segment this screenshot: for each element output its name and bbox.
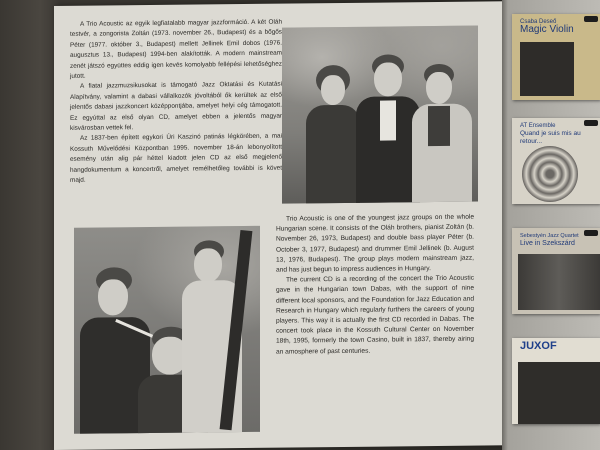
cd-cover: [512, 14, 600, 100]
cd-cover-title: Sebestyén Jazz Quartet Live in Szekszárd: [520, 233, 579, 247]
cd-cover-title: JUXOF: [520, 340, 557, 352]
cd-cover-title: Csaba Deseő Magic Violin: [520, 19, 574, 35]
band-photo-bottom: [74, 226, 260, 434]
booklet-page: [54, 1, 506, 450]
cd-catalog-strip: [502, 0, 600, 450]
cd-cover-title: AT Ensemble Quand je suis mis au retour...: [520, 123, 581, 145]
hungarian-paragraph: A fiatal jazzmuzsikusokat is támogató Jazz Oktatási és Kutatási Alapítvány, valamint a dabasi vállalkozók jóvoltából ők kerültek az első jelentős dabasi jazzkoncert középpontjába, amelyet helyi cég támogatott. Ez egyúttal az első olyan CD, amelyet ebben a jelentős magyar kisvárosban vettek fel.: [70, 81, 282, 132]
band-photo-top: [282, 26, 478, 204]
english-text-block: [276, 213, 474, 358]
hungarian-paragraph: Az 1837-ben épített egykori Úri Kaszinó patinás légkörében, a mai Kossuth Művelődési Központban 1995. november 18-án lebonyolított esemény után alig pár héttel kiadott jelen CD az első megjelenő hangdokumentum a koncertről, amelyet remélhetőleg további is követ majd.: [70, 133, 282, 184]
cd-cover: [512, 118, 600, 204]
hungarian-text-block: [70, 18, 282, 187]
hungarian-paragraph: A Trio Acoustic az egyik legfiatalabb magyar jazzformáció. A két Oláh testvér, a zongorista Zoltán (1973. november 26., Budapest) és a bőgős Péter (1977. október 3., Budapest) mellett Jellinek Emil dobos (1976. augusztus 13., Budapest) 1994-ben alakították. A modern mainstream zenét játszó együttes eddig igen kevés komolyabb fellépési lehetőséghez jutott.: [70, 18, 282, 80]
english-paragraph: The current CD is a recording of the concert the Trio Acoustic gave in the Hungarian town Dabas, with the support of nine different local sponsors, and the Foundation for Jazz Education and Research in Hungary which regularly furthers the careers of young players. This way it is actually the first CD recorded in Dabas. The concert took place in the Kossuth Cultural Center on November 18th, 1995, formerly the town Casino, built in 1837, thereby airing an amosphere of past centuries.: [276, 274, 474, 356]
cd-cover: [512, 338, 600, 424]
cd-cover: [512, 228, 600, 314]
english-paragraph: Trio Acoustic is one of the youngest jazz groups on the whole Hungarian scene. It consists of the Oláh brothers, pianist Zoltán (b. November 26, 1973, Budapest) and double bass player Péter (b. October 3, 1977, Budapest) and drummer Emil Jellinek (b. August 13, 1976, Budapest). The group plays modern mainstream jazz, and has just begun to impress audiences in Hungary.: [276, 213, 474, 274]
